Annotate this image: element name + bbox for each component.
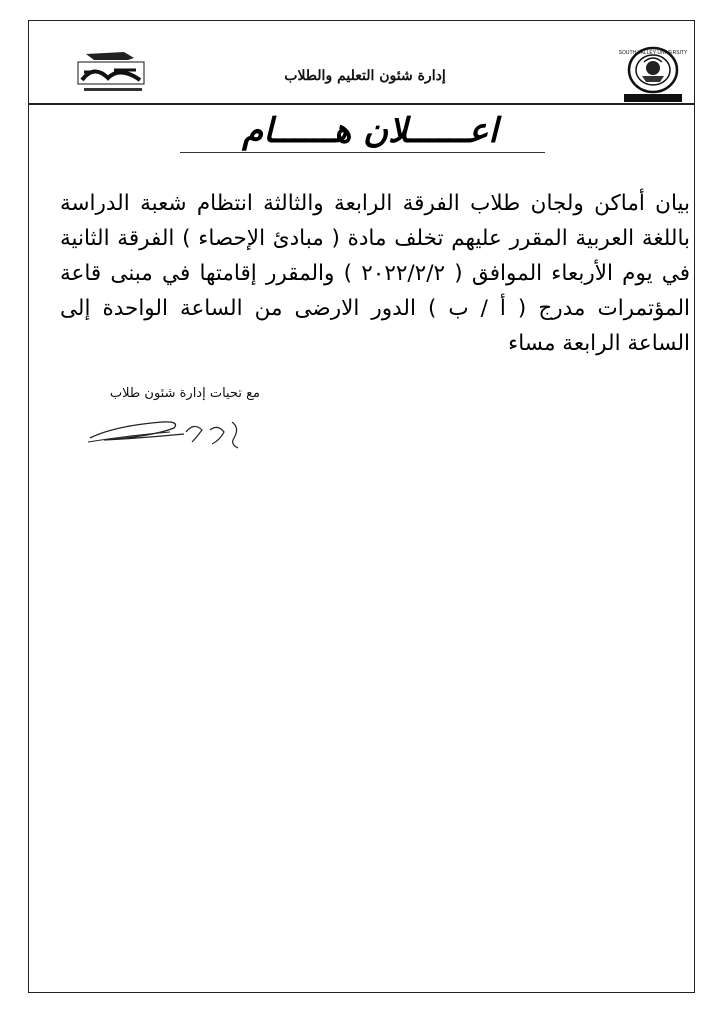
closing-greeting: مع تحيات إدارة شئون طلاب [109,386,260,401]
university-seal-logo [614,44,692,104]
announcement-body: بيان أماكن ولجان طلاب الفرقة الرابعة والثالثة انتظام شعبة الدراسة باللغة العربية المقرر عليهم تخلف مادة ( مبادئ الإحصاء ) الفرقة الثانية في يوم الأربعاء الموافق ( ٢٠٢٢/٢/٢ ) والمقرر إقامتها في مبنى قاعة المؤتمرات مدرج ( أ / ب ) الدور الارضى من الساعة الواحدة إلى الساعة الرابعة مساء [60,191,690,356]
title-underline [180,152,545,153]
faculty-logo [64,50,156,98]
handwritten-signature-icon [84,412,254,452]
svg-text:SOUTH VALLEY UNIVERSITY: SOUTH VALLEY UNIVERSITY [618,50,688,56]
announcement-title: اعــــــلان هــــــام [242,111,498,151]
header-divider [28,103,695,105]
administration-title: إدارة شئون التعليم والطلاب [284,68,446,84]
page-border [28,20,695,993]
